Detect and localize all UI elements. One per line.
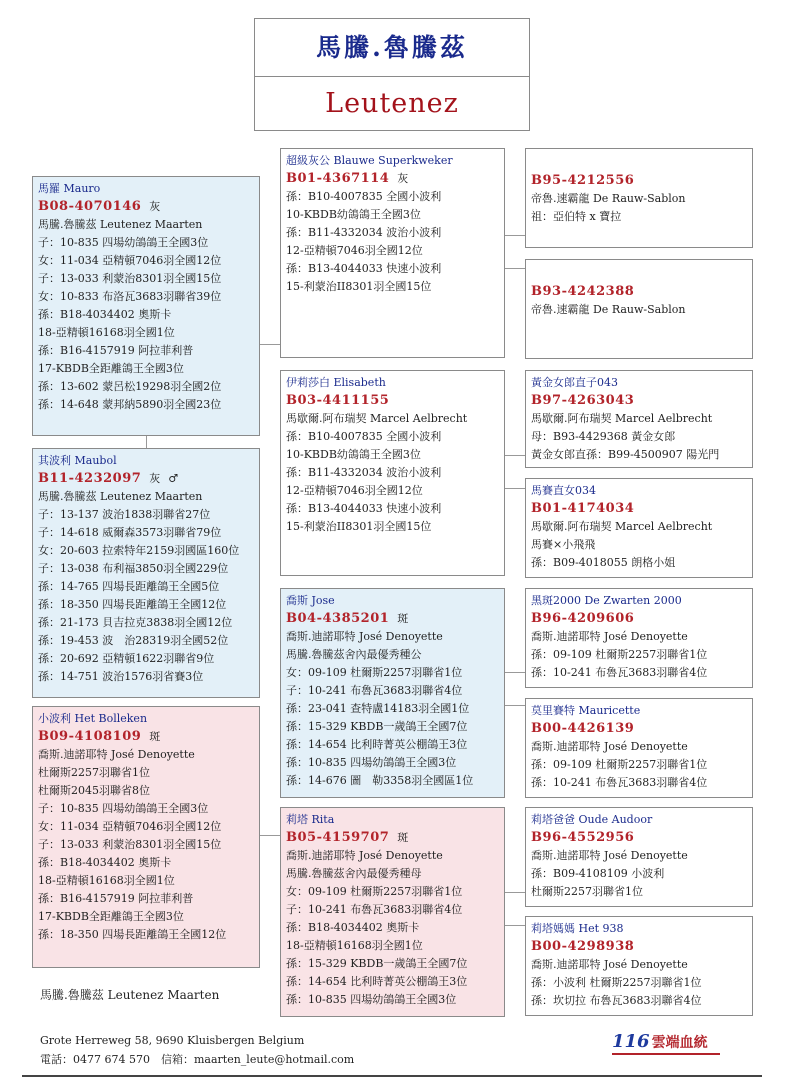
great-grandparent-ring: B01-4174034 [531,501,635,516]
connector [260,344,280,345]
grandparent-color: 斑 [397,612,409,625]
grandparent-line: 12-亞精頓7046羽全國12位 [286,244,423,257]
logo-text: 雲端血統 [651,1035,708,1051]
great-grandparent-ring: B00-4426139 [531,721,635,736]
dam-line: 子：13-033 利蒙治8301羽全國15位 [38,838,222,851]
grandparent-line: 馬騰.魯騰茲舍內最優秀種母 [286,867,422,880]
sibling-line: 孫：14-765 四場長距離鴿王全國5位 [38,580,220,593]
great-grandparent-line: 帝魯.速霸龍 De Rauw-Sablon [531,192,686,205]
pigeon-title [254,18,530,131]
dam-ring: B09-4108109 [38,729,142,744]
sire-line: 孫：14-648 蒙邦納5890羽全國23位 [38,398,222,411]
grandparent-line: 孫：14-676 圖 勒3358羽全國區1位 [286,774,474,787]
grandparent-line: 孫：B11-4332034 波治小波利 [286,466,442,479]
sire-line: 孫：13-602 蒙呂松19298羽全國2位 [38,380,222,393]
dam-card [32,706,260,968]
sibling-line: 孫：14-751 波治1576羽省賽3位 [38,670,204,683]
dam-color: 斑 [149,730,161,743]
grandparent-line: 子：10-241 布魯瓦3683羽聯省4位 [286,903,463,916]
grandparent-color: 灰 [397,172,409,185]
sire-line: 孫：B16-4157919 阿拉菲利普 [38,344,194,357]
grandparent-ring: B01-4367114 [286,171,390,186]
sire-ring: B08-4070146 [38,199,142,214]
great-grandparent-line: 喬斯.迪諾耶特 José Denoyette [531,740,688,753]
great-grandparent-card [525,478,753,578]
logo-number: 116 [612,1031,650,1052]
sibling-color: 灰 [149,472,161,485]
great-grandparent-card [525,370,753,468]
great-grandparent-name: 黑斑2000 De Zwarten 2000 [531,594,682,607]
great-grandparent-line: 祖：亞伯特 x 寶拉 [531,210,622,223]
grandparent-card [280,588,505,798]
grandparent-line: 孫：B11-4332034 波治小波利 [286,226,442,239]
grandparent-line: 喬斯.迪諾耶特 José Denoyette [286,630,443,643]
sibling-line: 孫：19-453 波 治28319羽全國52位 [38,634,229,647]
connector [505,455,525,456]
connector [505,235,525,236]
dam-line: 杜爾斯2257羽聯省1位 [38,766,150,779]
great-grandparent-line: 黃金女郎直孫：B99-4500907 陽光門 [531,448,720,461]
grandparent-line: 孫：14-654 比利時菁英公棚鴿王3位 [286,975,468,988]
great-grandparent-line: 孫：09-109 杜爾斯2257羽聯省1位 [531,758,708,771]
dam-line: 18-亞精頓16168羽全國1位 [38,874,175,887]
great-grandparent-card [525,916,753,1016]
grandparent-line: 馬歇爾.阿布瑞契 Marcel Aelbrecht [286,412,468,425]
great-grandparent-line: 孫：B09-4018055 朗格小姐 [531,556,676,569]
great-grandparent-line: 喬斯.迪諾耶特 José Denoyette [531,630,688,643]
sire-line: 女：10-833 布洛瓦3683羽聯省39位 [38,290,222,303]
dam-line: 孫：B16-4157919 阿拉菲利普 [38,892,194,905]
sibling-line: 孫：20-692 亞精頓1622羽聯省9位 [38,652,215,665]
great-grandparent-card [525,698,753,798]
grandparent-line: 孫：B10-4007835 全國小波利 [286,430,442,443]
connector [505,672,525,673]
grandparent-line: 12-亞精頓7046羽全國12位 [286,484,423,497]
brand-logo [612,1031,708,1052]
great-grandparent-line: 杜爾斯2257羽聯省1位 [531,885,643,898]
great-grandparent-name: 馬賽直女034 [531,484,596,497]
sibling-line: 孫：21-173 貝吉拉克3838羽全國12位 [38,616,233,629]
sire-line: 子：13-033 利蒙治8301羽全國15位 [38,272,222,285]
grandparent-line: 孫：23-041 查特盧14183羽全國1位 [286,702,470,715]
grandparent-line: 孫：10-835 四場幼鴿鴿王全國3位 [286,756,457,769]
sibling-line: 馬騰.魯騰茲 Leutenez Maarten [38,490,203,503]
dam-line: 子：10-835 四場幼鴿鴿王全國3位 [38,802,209,815]
grandparent-card [280,807,505,1017]
grandparent-line: 孫：15-329 KBDB一歲鴿王全國7位 [286,957,468,970]
grandparent-line: 孫：B13-4044033 快速小波利 [286,262,442,275]
grandparent-line: 孫：B10-4007835 全國小波利 [286,190,442,203]
sibling-name: 其波利 Maubol [38,454,117,467]
great-grandparent-ring: B00-4298938 [531,939,635,954]
grandparent-line: 孫：15-329 KBDB一歲鴿王全國7位 [286,720,468,733]
grandparent-line: 喬斯.迪諾耶特 José Denoyette [286,849,443,862]
great-grandparent-name: 莫里賽特 Mauricette [531,704,641,717]
grandparent-name: 超級灰公 Blauwe Superkweker [286,154,453,167]
sire-line: 17-KBDB全距離鴿王全國3位 [38,362,184,375]
great-grandparent-line: 孫：09-109 杜爾斯2257羽聯省1位 [531,648,708,661]
connector [505,925,525,926]
grandparent-line: 子：10-241 布魯瓦3683羽聯省4位 [286,684,463,697]
connector [146,436,147,448]
dam-line: 杜爾斯2045羽聯省8位 [38,784,150,797]
great-grandparent-name: 莉塔媽媽 Het 938 [531,922,624,935]
owner-name: 馬騰.魯騰茲 Leutenez Maarten [40,988,220,1002]
great-grandparent-card [525,259,753,359]
grandparent-line: 10-KBDB幼鴿鴿王全國3位 [286,448,421,461]
sibling-ring: B11-4232097 [38,471,142,486]
dam-name: 小波利 Het Bolleken [38,712,148,725]
grandparent-line: 孫：B18-4034402 奧斯卡 [286,921,420,934]
grandparent-name: 伊莉莎白 Elisabeth [286,376,386,389]
great-grandparent-ring: B96-4552956 [531,830,635,845]
grandparent-card [280,370,505,576]
great-grandparent-name: 黃金女郎直子043 [531,376,618,389]
grandparent-line: 孫：14-654 比利時菁英公棚鴿王3位 [286,738,468,751]
grandparent-ring: B05-4159707 [286,830,390,845]
connector [505,488,525,489]
grandparent-name: 喬斯 Jose [286,594,335,607]
grandparent-ring: B04-4385201 [286,611,390,626]
grandparent-line: 18-亞精頓16168羽全國1位 [286,939,423,952]
grandparent-ring: B03-4411155 [286,393,390,408]
great-grandparent-card [525,588,753,688]
sibling-line: 子：13-038 布利福3850羽全國229位 [38,562,229,575]
sire-name: 馬羅 Mauro [38,182,101,195]
great-grandparent-line: 馬歇爾.阿布瑞契 Marcel Aelbrecht [531,520,713,533]
connector [505,705,525,706]
connector [505,268,525,269]
title-english: Leutenez [325,88,459,119]
grandparent-line: 孫：10-835 四場幼鴿鴿王全國3位 [286,993,457,1006]
sire-line: 子：10-835 四場幼鴿鴿王全國3位 [38,236,209,249]
sibling-line: 孫：18-350 四場長距離鴿王全國12位 [38,598,227,611]
grandparent-color: 斑 [397,831,409,844]
dam-line: 17-KBDB全距離鴿王全國3位 [38,910,184,923]
contact-block [40,1031,354,1069]
connector [505,892,525,893]
grandparent-line: 女：09-109 杜爾斯2257羽聯省1位 [286,666,463,679]
dam-line: 孫：18-350 四場長距離鴿王全國12位 [38,928,227,941]
great-grandparent-line: 孫：小波利 杜爾斯2257羽聯省1位 [531,976,702,989]
sire-line: 馬騰.魯騰茲 Leutenez Maarten [38,218,203,231]
dam-line: 喬斯.迪諾耶特 José Denoyette [38,748,195,761]
grandparent-card [280,148,505,358]
great-grandparent-line: 孫：10-241 布魯瓦3683羽聯省4位 [531,666,708,679]
grandparent-line: 10-KBDB幼鴿鴿王全國3位 [286,208,421,221]
sire-line: 孫：B18-4034402 奧斯卡 [38,308,172,321]
great-grandparent-ring: B96-4209606 [531,611,635,626]
great-grandparent-line: 馬歇爾.阿布瑞契 Marcel Aelbrecht [531,412,713,425]
logo-underline [612,1053,720,1055]
great-grandparent-ring: B95-4212556 [531,173,635,188]
connector [260,835,280,836]
grandparent-line: 女：09-109 杜爾斯2257羽聯省1位 [286,885,463,898]
great-grandparent-line: 母：B93-4429368 黃金女郎 [531,430,676,443]
great-grandparent-ring: B93-4242388 [531,284,635,299]
great-grandparent-line: 馬賽×小飛飛 [531,538,596,551]
grandparent-line: 15-利蒙治II8301羽全國15位 [286,280,432,293]
great-grandparent-ring: B97-4263043 [531,393,635,408]
grandparent-line: 15-利蒙治II8301羽全國15位 [286,520,432,533]
great-grandparent-line: 孫：坎切拉 布魯瓦3683羽聯省4位 [531,994,702,1007]
contact-info: 電話：0477 674 570 信箱：maarten_leute@hotmail.com [40,1053,355,1066]
sibling-line: 子：14-618 威爾森3573羽聯省79位 [38,526,222,539]
dam-line: 孫：B18-4034402 奧斯卡 [38,856,172,869]
sibling-line: 女：20-603 拉索特年2159羽國區160位 [38,544,240,557]
grandparent-line: 孫：B13-4044033 快速小波利 [286,502,442,515]
bottom-divider [22,1075,762,1077]
great-grandparent-line: 帝魯.速霸龍 De Rauw-Sablon [531,303,686,316]
great-grandparent-line: 喬斯.迪諾耶特 José Denoyette [531,849,688,862]
sire-line: 18-亞精頓16168羽全國1位 [38,326,175,339]
sire-color: 灰 [149,200,161,213]
great-grandparent-line: 孫：10-241 布魯瓦3683羽聯省4位 [531,776,708,789]
sibling-line: 子：13-137 波治1838羽聯省27位 [38,508,211,521]
dam-line: 女：11-034 亞精頓7046羽全國12位 [38,820,222,833]
sibling-card [32,448,260,698]
address: Grote Herreweg 58, 9690 Kluisbergen Belgium [40,1034,305,1047]
great-grandparent-card [525,807,753,907]
grandparent-name: 莉塔 Rita [286,813,335,826]
great-grandparent-card [525,148,753,248]
great-grandparent-line: 孫：B09-4108109 小波利 [531,867,665,880]
male-symbol-icon: ♂ [168,472,179,485]
great-grandparent-name: 莉塔爸爸 Oude Audoor [531,813,653,826]
great-grandparent-line: 喬斯.迪諾耶特 José Denoyette [531,958,688,971]
sire-line: 女：11-034 亞精頓7046羽全國12位 [38,254,222,267]
sire-card [32,176,260,436]
title-chinese: 馬騰.魯騰茲 [255,19,529,77]
grandparent-line: 馬騰.魯騰茲舍內最優秀種公 [286,648,422,661]
